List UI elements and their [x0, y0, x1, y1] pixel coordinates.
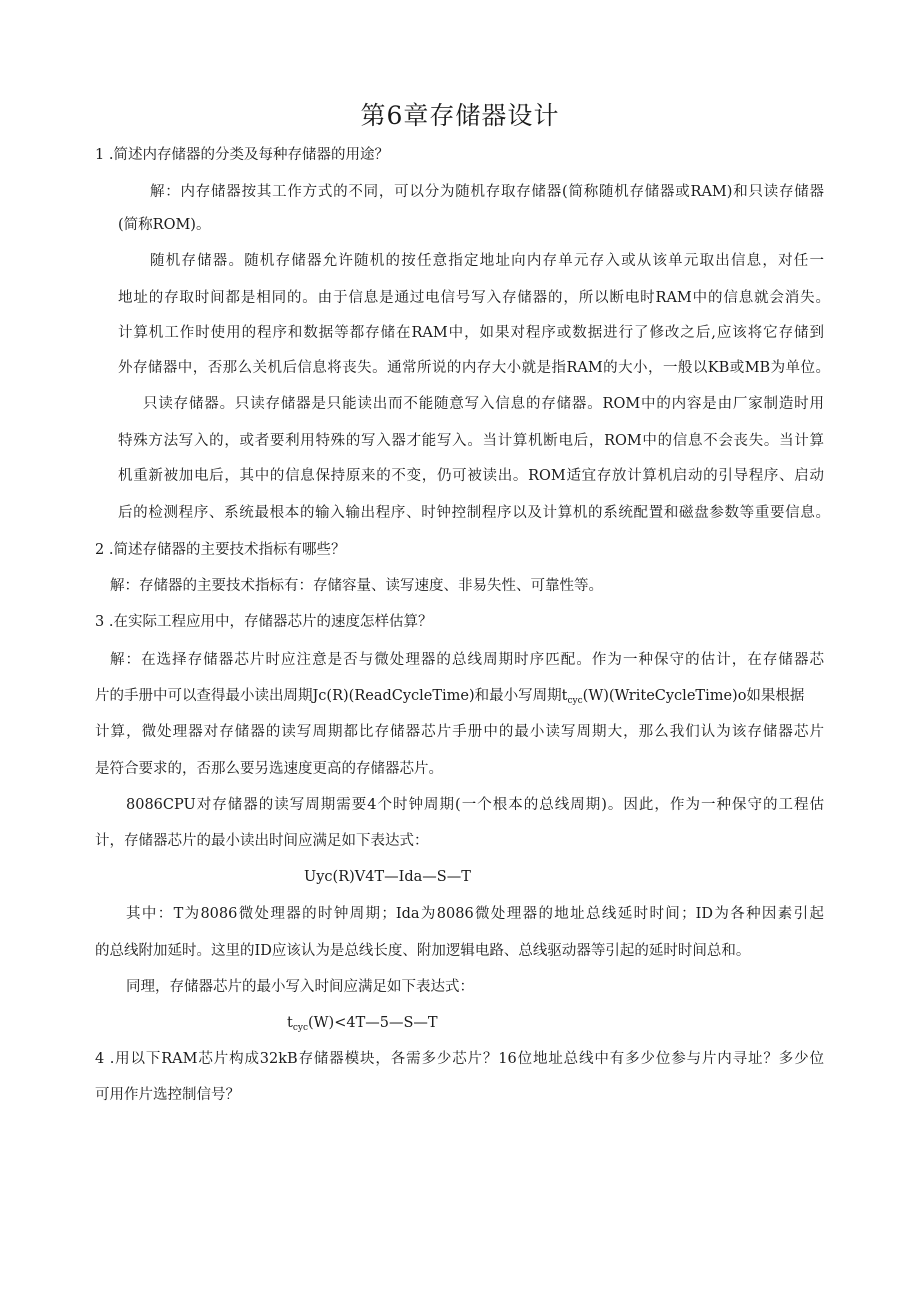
chapter-title: 第6章存储器设计 — [360, 101, 560, 130]
q3-para3-line-2: 的总线附加延时。这里的ID应该认为是总线长度、附加逻辑电路、总线驱动器等引起的延时时间总和。 — [95, 943, 751, 959]
q2-answer: 解：存储器的主要技术指标有：存储容量、读写速度、非易失性、可靠性等。 — [110, 578, 603, 594]
q3-answer-line-4: 是符合要求的，否那么要另选速度更高的存储器芯片。 — [95, 761, 443, 777]
cyc-subscript: cyc — [567, 696, 583, 706]
question-2: 2 .简述存储器的主要技术指标有哪些？ — [95, 542, 346, 558]
q3-para3-line-1: 其中：T为8086微处理器的时钟周期；Ida为8086微处理器的地址总线延时时间；ID为各种因素引起 — [126, 906, 824, 922]
q1-ram-line-3: 计算机工作时使用的程序和数据等都存储在RAM中，如果对程序或数据进行了修改之后,应该将它存储到 — [118, 325, 824, 341]
question-1: 1 .简述内存储器的分类及每种存储器的用途？ — [95, 147, 389, 163]
question-4-line-2: 可用作片选控制信号？ — [95, 1087, 240, 1103]
q3-answer-line-2-post: (W)(WriteCycleTime)o如果根据 — [582, 688, 805, 704]
q3-para2-line-2: 计，存储器芯片的最小读出时间应满足如下表达式： — [95, 833, 429, 849]
q3-para4-line-1: 同理，存储器芯片的最小写入时间应满足如下表达式： — [126, 979, 474, 995]
t-symbol: t — [561, 688, 568, 704]
t-symbol: t — [287, 1015, 293, 1031]
q1-rom-line-2: 特殊方法写入的，或者要利用特殊的写入器才能写入。当计算机断电后，ROM中的信息不会丧失。当计算 — [118, 433, 824, 449]
q1-answer-line-2: (简称ROM)。 — [118, 217, 211, 233]
q3-answer-line-1: 解：在选择存储器芯片时应注意是否与微处理器的总线周期时序匹配。作为一种保守的估计，在存储器芯 — [110, 652, 824, 668]
q3-answer-line-2 — [95, 686, 804, 711]
q3-answer-line-3: 计算，微处理器对存储器的读写周期都比存储器芯片手册中的最小读写周期大，那么我们认为该存储器芯片 — [95, 724, 824, 740]
q1-rom-line-4: 后的检测程序、系统最根本的输入输出程序、时钟控制程序以及计算机的系统配置和磁盘参数等重要信息。 — [118, 505, 830, 521]
cyc-subscript: cyc — [292, 1023, 308, 1033]
q1-rom-line-1: 只读存储器。只读存储器是只能读出而不能随意写入信息的存储器。ROM中的内容是由厂家制造时用 — [143, 396, 824, 412]
q1-ram-line-4: 外存储器中，否那么关机后信息将丧失。通常所说的内存大小就是指RAM的大小，一般以KB或MB为单位。 — [118, 360, 830, 376]
q1-answer-line-1: 解：内存储器按其工作方式的不同，可以分为随机存取存储器(简称随机存储器或RAM)和只读存储器 — [150, 184, 824, 200]
q1-ram-line-1: 随机存储器。随机存储器允许随机的按任意指定地址向内存单元存入或从该单元取出信息，对任一 — [150, 253, 824, 269]
q1-rom-line-3: 机重新被加电后，其中的信息保持原来的不变，仍可被读出。ROM适宜存放计算机启动的引导程序、启动 — [118, 468, 824, 484]
question-3: 3 .在实际工程应用中，存储器芯片的速度怎样估算？ — [95, 614, 433, 630]
question-4-line-1: 4 .用以下RAM芯片构成32kB存储器模块，各需多少芯片？16位地址总线中有多少位参与片内寻址？多少位 — [95, 1051, 824, 1067]
formula-write-time-rest: (W)<4T—5—S—T — [308, 1015, 438, 1031]
q1-ram-line-2: 地址的存取时间都是相同的。由于信息是通过电信号写入存储器的，所以断电时RAM中的信息就会消失。 — [118, 290, 830, 306]
q3-answer-line-2-pre: 片的手册中可以查得最小读出周期Jc(R)(ReadCycleTime)和最小写周期 — [95, 688, 562, 704]
formula-write-time — [287, 1013, 438, 1038]
formula-read-time: Uyc(R)V4T—Ida—S—T — [304, 869, 471, 885]
q3-para2-line-1: 8086CPU对存储器的读写周期需要4个时钟周期(一个根本的总线周期)。因此，作为一种保守的工程估 — [126, 797, 824, 813]
